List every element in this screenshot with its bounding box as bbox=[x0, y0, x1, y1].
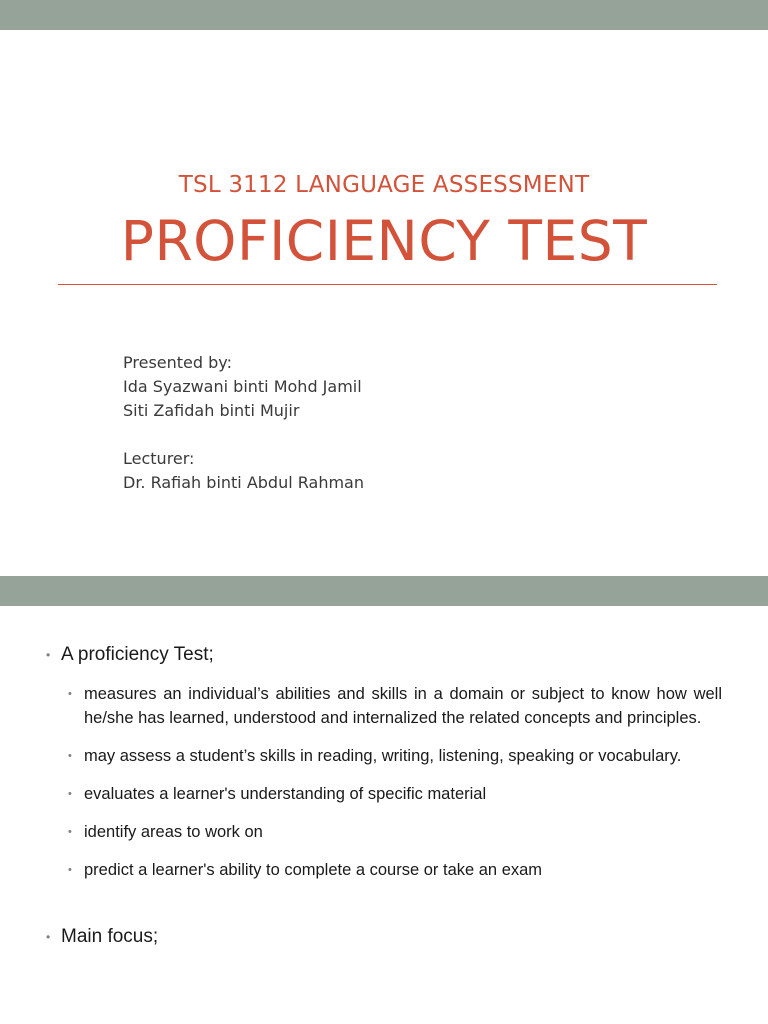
sub-bullet-text: predict a learner's ability to complete a course or take an exam bbox=[84, 861, 543, 879]
lecturer-label: Lecturer: bbox=[123, 449, 195, 468]
header-band bbox=[0, 576, 768, 606]
bullet-text: A proficiency Test; bbox=[61, 644, 214, 665]
sub-bullet-text: evaluates a learner's understanding of specific material bbox=[84, 785, 487, 803]
sub-bullet-item bbox=[46, 858, 722, 882]
credits-block bbox=[123, 351, 364, 495]
slide-title: PROFICIENCY TEST bbox=[120, 209, 648, 273]
lecturer-name: Dr. Rafiah binti Abdul Rahman bbox=[123, 473, 364, 492]
bullet-icon: • bbox=[68, 788, 72, 800]
presented-by-label: Presented by: bbox=[123, 353, 232, 372]
content-slide bbox=[0, 576, 768, 1024]
header-band bbox=[0, 0, 768, 30]
sub-bullet-item bbox=[46, 744, 722, 768]
bullet-icon: • bbox=[68, 826, 72, 838]
sub-bullet-text: may assess a student’s skills in reading, writing, listening, speaking or vocabulary. bbox=[84, 747, 682, 765]
sub-bullet-item bbox=[46, 682, 722, 730]
credits-spacer bbox=[123, 423, 364, 447]
bullet-icon: • bbox=[68, 750, 72, 762]
sub-bullet-item bbox=[46, 782, 722, 806]
bullet-icon: • bbox=[68, 688, 72, 700]
bullet-list bbox=[46, 642, 722, 950]
bullet-icon: • bbox=[68, 864, 72, 876]
bullet-icon: • bbox=[46, 648, 51, 662]
bullet-item bbox=[46, 642, 722, 668]
sub-bullet-text: identify areas to work on bbox=[84, 823, 263, 841]
title-divider bbox=[58, 284, 717, 285]
bullet-item bbox=[46, 924, 722, 950]
sub-bullet-item bbox=[46, 820, 722, 844]
bullet-text: Main focus; bbox=[61, 926, 159, 947]
presenter-name: Siti Zafidah binti Mujir bbox=[123, 401, 300, 420]
presenter-name: Ida Syazwani binti Mohd Jamil bbox=[123, 377, 362, 396]
bullet-icon: • bbox=[46, 930, 51, 944]
sub-bullet-text: measures an individual’s abilities and skills in a domain or subject to know how well he/she has learned, understood and internalized the related concepts and principles. bbox=[84, 685, 722, 727]
slide-subtitle: TSL 3112 LANGUAGE ASSESSMENT bbox=[178, 172, 590, 198]
